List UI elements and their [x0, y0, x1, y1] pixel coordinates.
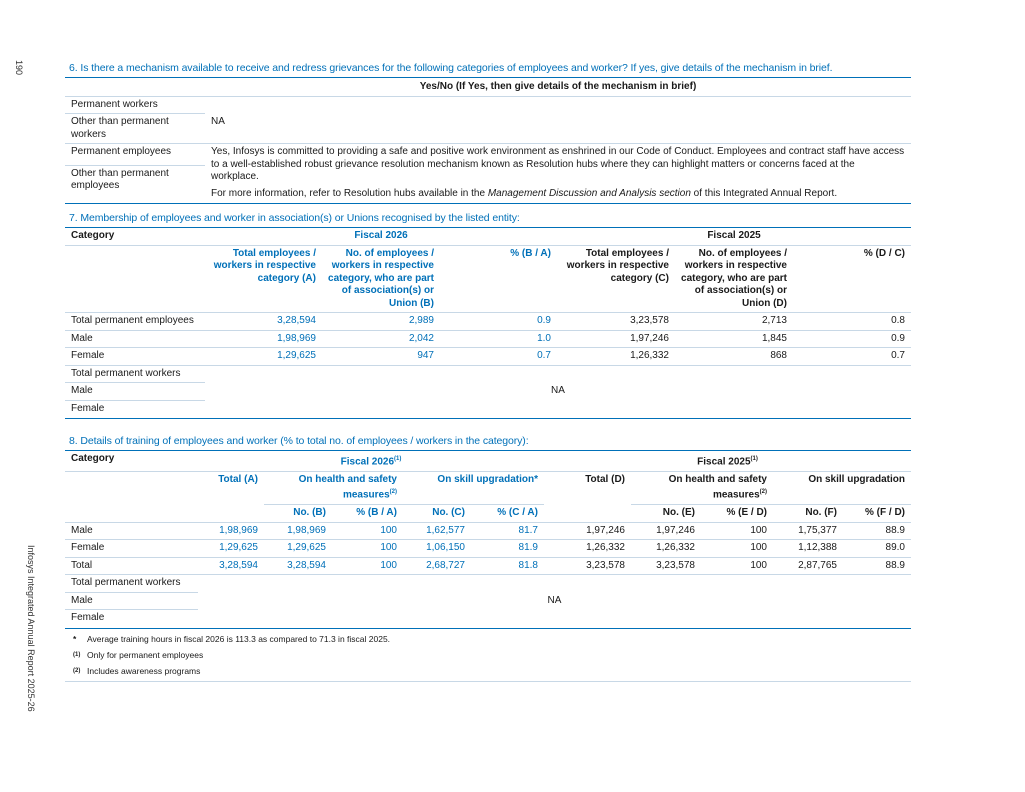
table-row	[65, 348, 911, 366]
q8-subheader: % (C / A)	[471, 505, 544, 523]
cell: 81.7	[471, 522, 544, 540]
q8-col-skill-25: On skill upgradation	[773, 471, 911, 504]
cell: 0.9	[793, 330, 911, 348]
q6-more-info: For more information, refer to Resolution hubs available in the Management Discussion and Analysis section of this Integrated Annual Report.	[211, 187, 838, 199]
cell: 89.0	[843, 540, 911, 558]
cell: 1.0	[440, 330, 557, 348]
q6-col-header: Yes/No (If Yes, then give details of the mechanism in brief)	[205, 79, 911, 96]
table-row	[65, 330, 911, 348]
cell: 1,26,332	[544, 540, 631, 558]
table-row	[65, 313, 911, 331]
q7-col-dc: % (D / C)	[793, 245, 911, 313]
cell: 1,26,332	[557, 348, 675, 366]
row-label: Total permanent workers	[65, 365, 205, 383]
cell: 3,23,578	[544, 557, 631, 575]
q7-col-c: Total employees / workers in respective category (C)	[557, 245, 675, 313]
cell: 100	[701, 557, 773, 575]
cell: 3,28,594	[205, 313, 322, 331]
cell: 100	[332, 522, 403, 540]
document-body	[65, 60, 911, 682]
q6-title: 6. Is there a mechanism available to receive and redress grievances for the following categories of employees and worker? If yes, give details of the mechanism in brief.	[65, 60, 911, 78]
q7-title: 7. Membership of employees and worker in association(s) or Unions recognised by the listed entity:	[65, 210, 911, 228]
table-row	[65, 540, 911, 558]
row-label: Female	[71, 612, 105, 624]
q7-col-b: No. of employees / workers in respective category, who are part of association(s) or Union (B)	[322, 245, 440, 313]
cell: 3,23,578	[631, 557, 701, 575]
q8-category-header: Category	[65, 451, 198, 471]
q8-fy26-header: Fiscal 2026$^{(1)}$	[198, 451, 544, 471]
q6-table	[65, 79, 911, 204]
cell: 868	[675, 348, 793, 366]
q8-col-skill-26: On skill upgradation*	[403, 471, 544, 504]
row-label: Female	[65, 348, 205, 366]
cell: 100	[332, 557, 403, 575]
cell: 947	[322, 348, 440, 366]
cell: 2,87,765	[773, 557, 843, 575]
row-label: Total permanent workers	[65, 575, 198, 593]
cell: 1,97,246	[631, 522, 701, 540]
q7-fy26-header: Fiscal 2026	[205, 228, 557, 245]
cell: 1,06,150	[403, 540, 471, 558]
cell: 2,989	[322, 313, 440, 331]
q8-subheader: No. (E)	[631, 505, 701, 523]
table-row	[65, 557, 911, 575]
footnote: (1) Only for permanent employees	[73, 649, 204, 660]
cell: 0.7	[793, 348, 911, 366]
cell: 1,98,969	[264, 522, 332, 540]
q7-category-header: Category	[65, 228, 205, 245]
q7-col-ba: % (B / A)	[440, 245, 557, 313]
row-label: Male	[65, 383, 205, 401]
row-label: Female	[71, 402, 105, 414]
cell: 1,97,246	[557, 330, 675, 348]
q6-row-label: Permanent employees	[65, 144, 205, 166]
cell: 2,68,727	[403, 557, 471, 575]
cell: 88.9	[843, 557, 911, 575]
q7-fy25-header: Fiscal 2025	[557, 228, 911, 245]
q8-subheader: % (B / A)	[332, 505, 403, 523]
cell: 0.8	[793, 313, 911, 331]
q8-subheader: % (E / D)	[701, 505, 773, 523]
cell: 1,845	[675, 330, 793, 348]
q7-col-a: Total employees / workers in respective category (A)	[205, 245, 322, 313]
page-number: 190	[14, 60, 24, 76]
row-label: Male	[65, 592, 198, 610]
cell: 100	[701, 522, 773, 540]
q6-row-label: Other than permanent employees	[71, 167, 169, 192]
q7-col-d: No. of employees / workers in respective category, who are part of association(s) or Union (D)	[675, 245, 793, 313]
q8-subheader: No. (C)	[403, 505, 471, 523]
q8-title: 8. Details of training of employees and worker (% to total no. of employees / workers in the category):	[65, 433, 911, 451]
cell: 1,12,388	[773, 540, 843, 558]
cell: 1,62,577	[403, 522, 471, 540]
q6-na-value: NA	[205, 114, 911, 144]
cell: 0.7	[440, 348, 557, 366]
q8-fy25-header: Fiscal 2025$^{(1)}$	[544, 451, 911, 471]
footnote: (2) Includes awareness programs	[73, 665, 201, 676]
cell: 100	[701, 540, 773, 558]
report-side-title: Infosys Integrated Annual Report 2025-26	[26, 545, 36, 712]
cell: 1,97,246	[544, 522, 631, 540]
q8-subheader: % (F / D)	[843, 505, 911, 523]
cell: 88.9	[843, 522, 911, 540]
q8-table	[65, 451, 911, 629]
cell: 1,29,625	[205, 348, 322, 366]
q8-subheader: No. (F)	[773, 505, 843, 523]
row-label: Male	[65, 330, 205, 348]
cell: 81.8	[471, 557, 544, 575]
row-label: Male	[65, 522, 198, 540]
cell: 1,29,625	[264, 540, 332, 558]
q8-na: NA	[547, 594, 562, 606]
cell: 1,26,332	[631, 540, 701, 558]
q6-row-label: Other than permanent workers	[65, 114, 205, 144]
cell: 3,23,578	[557, 313, 675, 331]
cell: 100	[332, 540, 403, 558]
cell: 1,75,377	[773, 522, 843, 540]
q8-col-total-d: Total (D)	[585, 473, 625, 485]
q7-table	[65, 228, 911, 419]
row-label: Total	[65, 557, 198, 575]
cell: 1,98,969	[198, 522, 264, 540]
cell: 0.9	[440, 313, 557, 331]
q8-subheader: No. (B)	[264, 505, 332, 523]
cell: 3,28,594	[198, 557, 264, 575]
q8-col-health-26: On health and safety measures$^{(2)}$	[264, 471, 403, 504]
q7-na: NA	[551, 385, 565, 396]
q6-row-label: Permanent workers	[65, 96, 205, 114]
q8-col-health-25: On health and safety measures$^{(2)}$	[631, 471, 773, 504]
row-label: Female	[65, 540, 198, 558]
cell: 2,713	[675, 313, 793, 331]
row-label: Total permanent employees	[65, 313, 205, 331]
q6-employees-text: Yes, Infosys is committed to providing a safe and positive work environment as enshrined in our Code of Conduct. Employees and contract staff have access to a well-established robust grievance resolution mechanism known as Resolution hubs where they can highlight matters or concerns faced at the workplace.	[211, 146, 905, 182]
cell: 81.9	[471, 540, 544, 558]
q8-col-total-a: Total (A)	[218, 473, 258, 485]
cell: 1,29,625	[198, 540, 264, 558]
q8-footnotes	[65, 631, 911, 682]
cell: 1,98,969	[205, 330, 322, 348]
cell: 2,042	[322, 330, 440, 348]
footnote: * Average training hours in fiscal 2026 is 113.3 as compared to 71.3 in fiscal 2025.	[73, 633, 391, 644]
table-row	[65, 522, 911, 540]
cell: 3,28,594	[264, 557, 332, 575]
